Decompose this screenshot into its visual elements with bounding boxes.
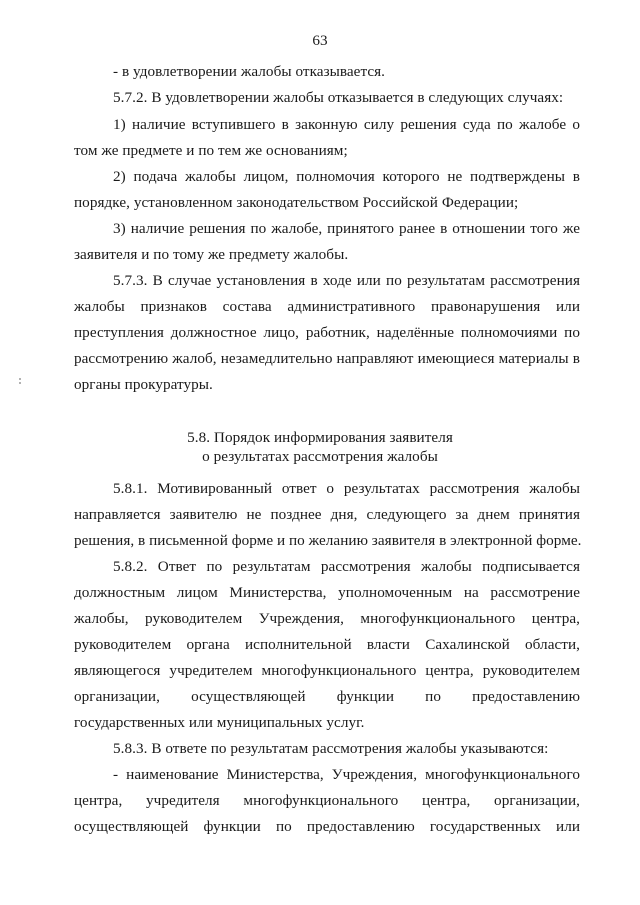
text-line: преступления должностное лицо, работник, наделённые полномочиями по [74, 324, 580, 341]
text-line: осуществляющей функции по предоставлению государственных или [74, 818, 580, 835]
text-line: 5.8.1. Мотивированный ответ о результатах рассмотрения жалобы [113, 480, 580, 497]
section-heading: 5.8. Порядок информирования заявителя [187, 429, 453, 446]
page-number: 63 [312, 32, 328, 49]
text-line: руководителем органа исполнительной власти Сахалинской области, [74, 636, 580, 653]
text-line: жалобы признаков состава административного правонарушения или [74, 298, 580, 315]
text-line: должностным лицом Министерства, уполномоченным на рассмотрение [74, 584, 580, 601]
text-line: заявителя и по тому же предмету жалобы. [74, 246, 349, 263]
text-line: центра, учредителя многофункционального центра, организации, [74, 792, 580, 809]
text-line: являющегося учредителем многофункционального центра, руководителем [74, 662, 580, 679]
scan-speck [19, 378, 21, 380]
text-line: направляется заявителю не позднее дня, следующего за днем принятия [74, 506, 580, 523]
section-heading: о результатах рассмотрения жалобы [202, 448, 438, 465]
text-line: органы прокуратуры. [74, 376, 213, 393]
text-line: 1) наличие вступившего в законную силу решения суда по жалобе о [113, 116, 580, 133]
text-line: том же предмете и по тем же основаниям; [74, 142, 348, 159]
text-line: решения, в письменной форме и по желанию заявителя в электронной форме. [74, 532, 582, 549]
text-line: порядке, установленном законодательством Российской Федерации; [74, 194, 519, 211]
text-line: организации, осуществляющей функции по предоставлению [74, 688, 580, 705]
text-line: 5.8.3. В ответе по результатам рассмотрения жалобы указываются: [113, 740, 549, 757]
text-line: государственных или муниципальных услуг. [74, 714, 365, 731]
text-line: 5.7.3. В случае установления в ходе или по результатам рассмотрения [113, 272, 580, 289]
text-line: - наименование Министерства, Учреждения, многофункционального [113, 766, 580, 783]
text-line: 3) наличие решения по жалобе, принятого ранее в отношении того же [113, 220, 580, 237]
text-line: 5.8.2. Ответ по результатам рассмотрения жалобы подписывается [113, 558, 580, 575]
text-line: 2) подача жалобы лицом, полномочия которого не подтверждены в [113, 168, 580, 185]
text-line: рассмотрению жалоб, незамедлительно направляют имеющиеся материалы в [74, 350, 580, 367]
text-line: жалобы, руководителем Учреждения, многофункционального центра, [74, 610, 580, 627]
text-line: 5.7.2. В удовлетворении жалобы отказывается в следующих случаях: [113, 89, 564, 106]
text-line: - в удовлетворении жалобы отказывается. [113, 63, 386, 80]
scan-speck [19, 382, 21, 384]
